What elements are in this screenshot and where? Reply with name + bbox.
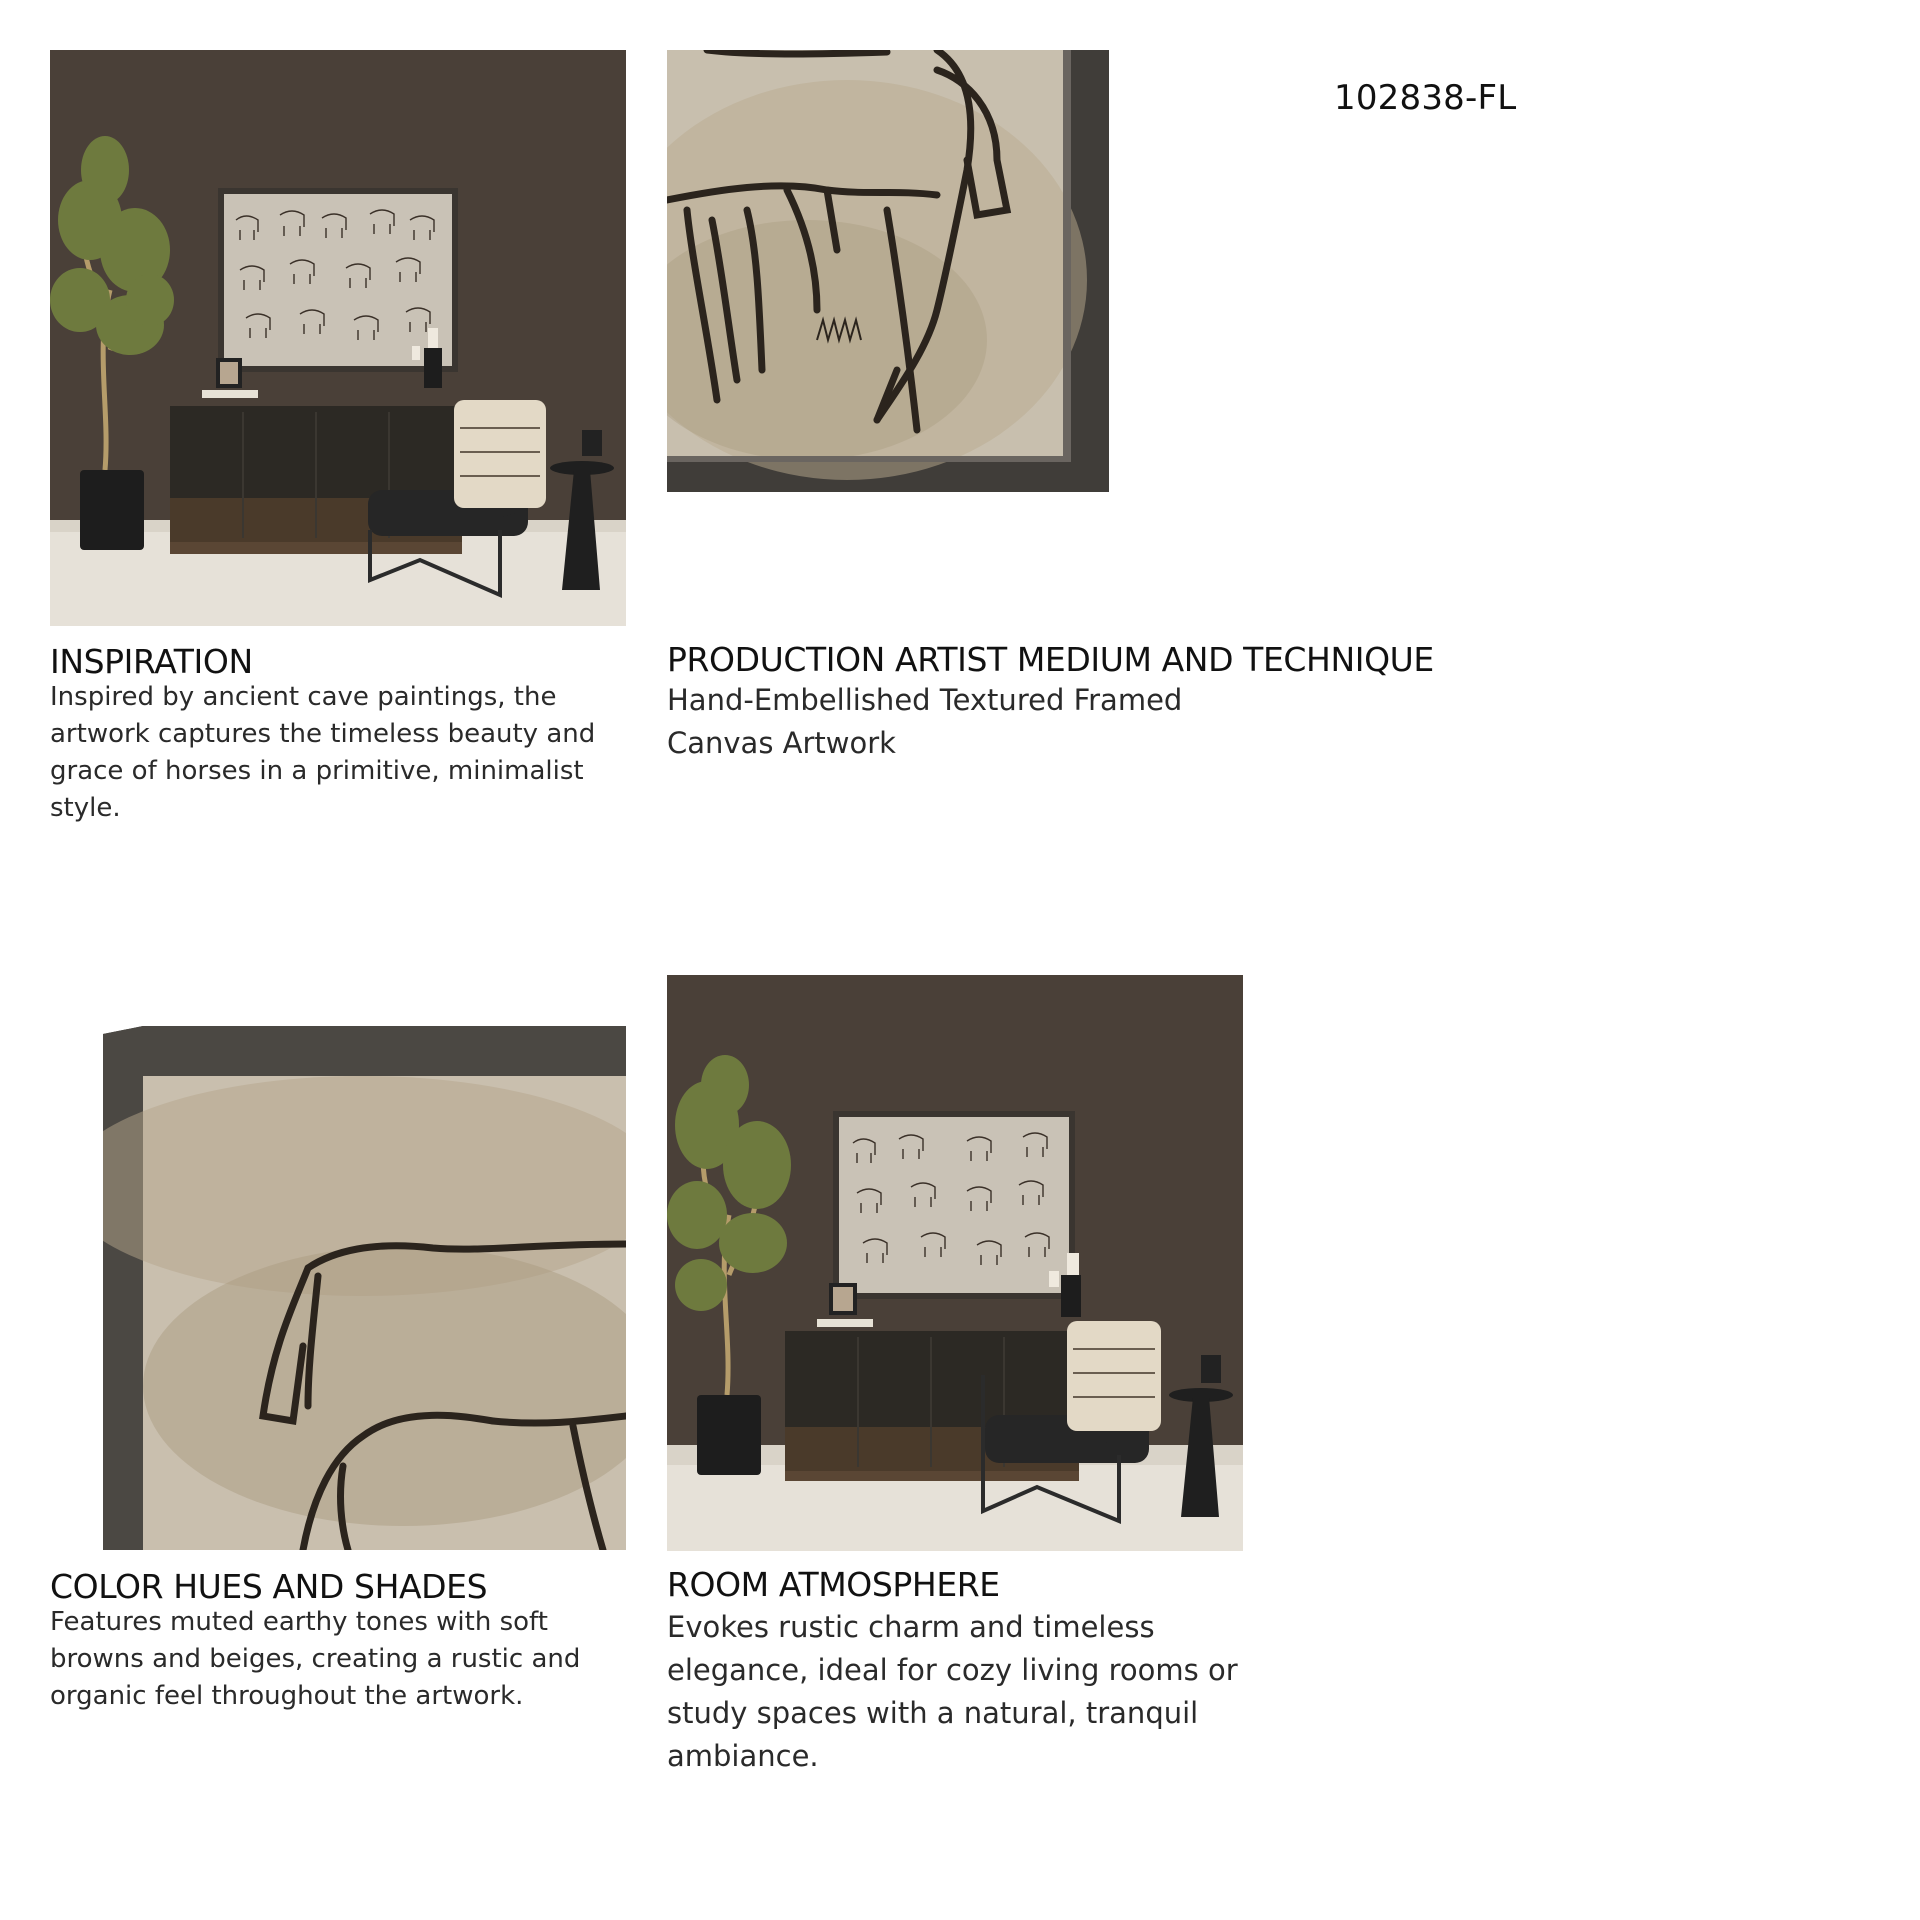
room-atmosphere-heading: ROOM ATMOSPHERE	[667, 1565, 1000, 1604]
room-atmosphere-photo	[667, 975, 1243, 1551]
inspiration-heading: INSPIRATION	[50, 642, 253, 681]
color-heading: COLOR HUES AND SHADES	[50, 1567, 488, 1606]
production-heading: PRODUCTION ARTIST MEDIUM AND TECHNIQUE	[667, 640, 1434, 679]
color-text: Features muted earthy tones with soft browns and beiges, creating a rustic and organic feel throughout the artwork.	[50, 1607, 581, 1711]
product-sku: 102838-FL	[1334, 78, 1517, 118]
room-atmosphere-text: Evokes rustic charm and timeless elegance, ideal for cozy living rooms or study spaces with a natural, tranquil ambiance.	[667, 1610, 1238, 1773]
inspiration-text: Inspired by ancient cave paintings, the artwork captures the timeless beauty and grace of horses in a primitive, minimalist style.	[50, 682, 596, 823]
room-scene-photo	[50, 50, 626, 626]
frame-corner-closeup-photo	[103, 1026, 626, 1550]
production-text: Hand-Embellished Textured Framed Canvas Artwork	[667, 683, 1183, 760]
canvas-closeup-photo	[667, 50, 1109, 492]
